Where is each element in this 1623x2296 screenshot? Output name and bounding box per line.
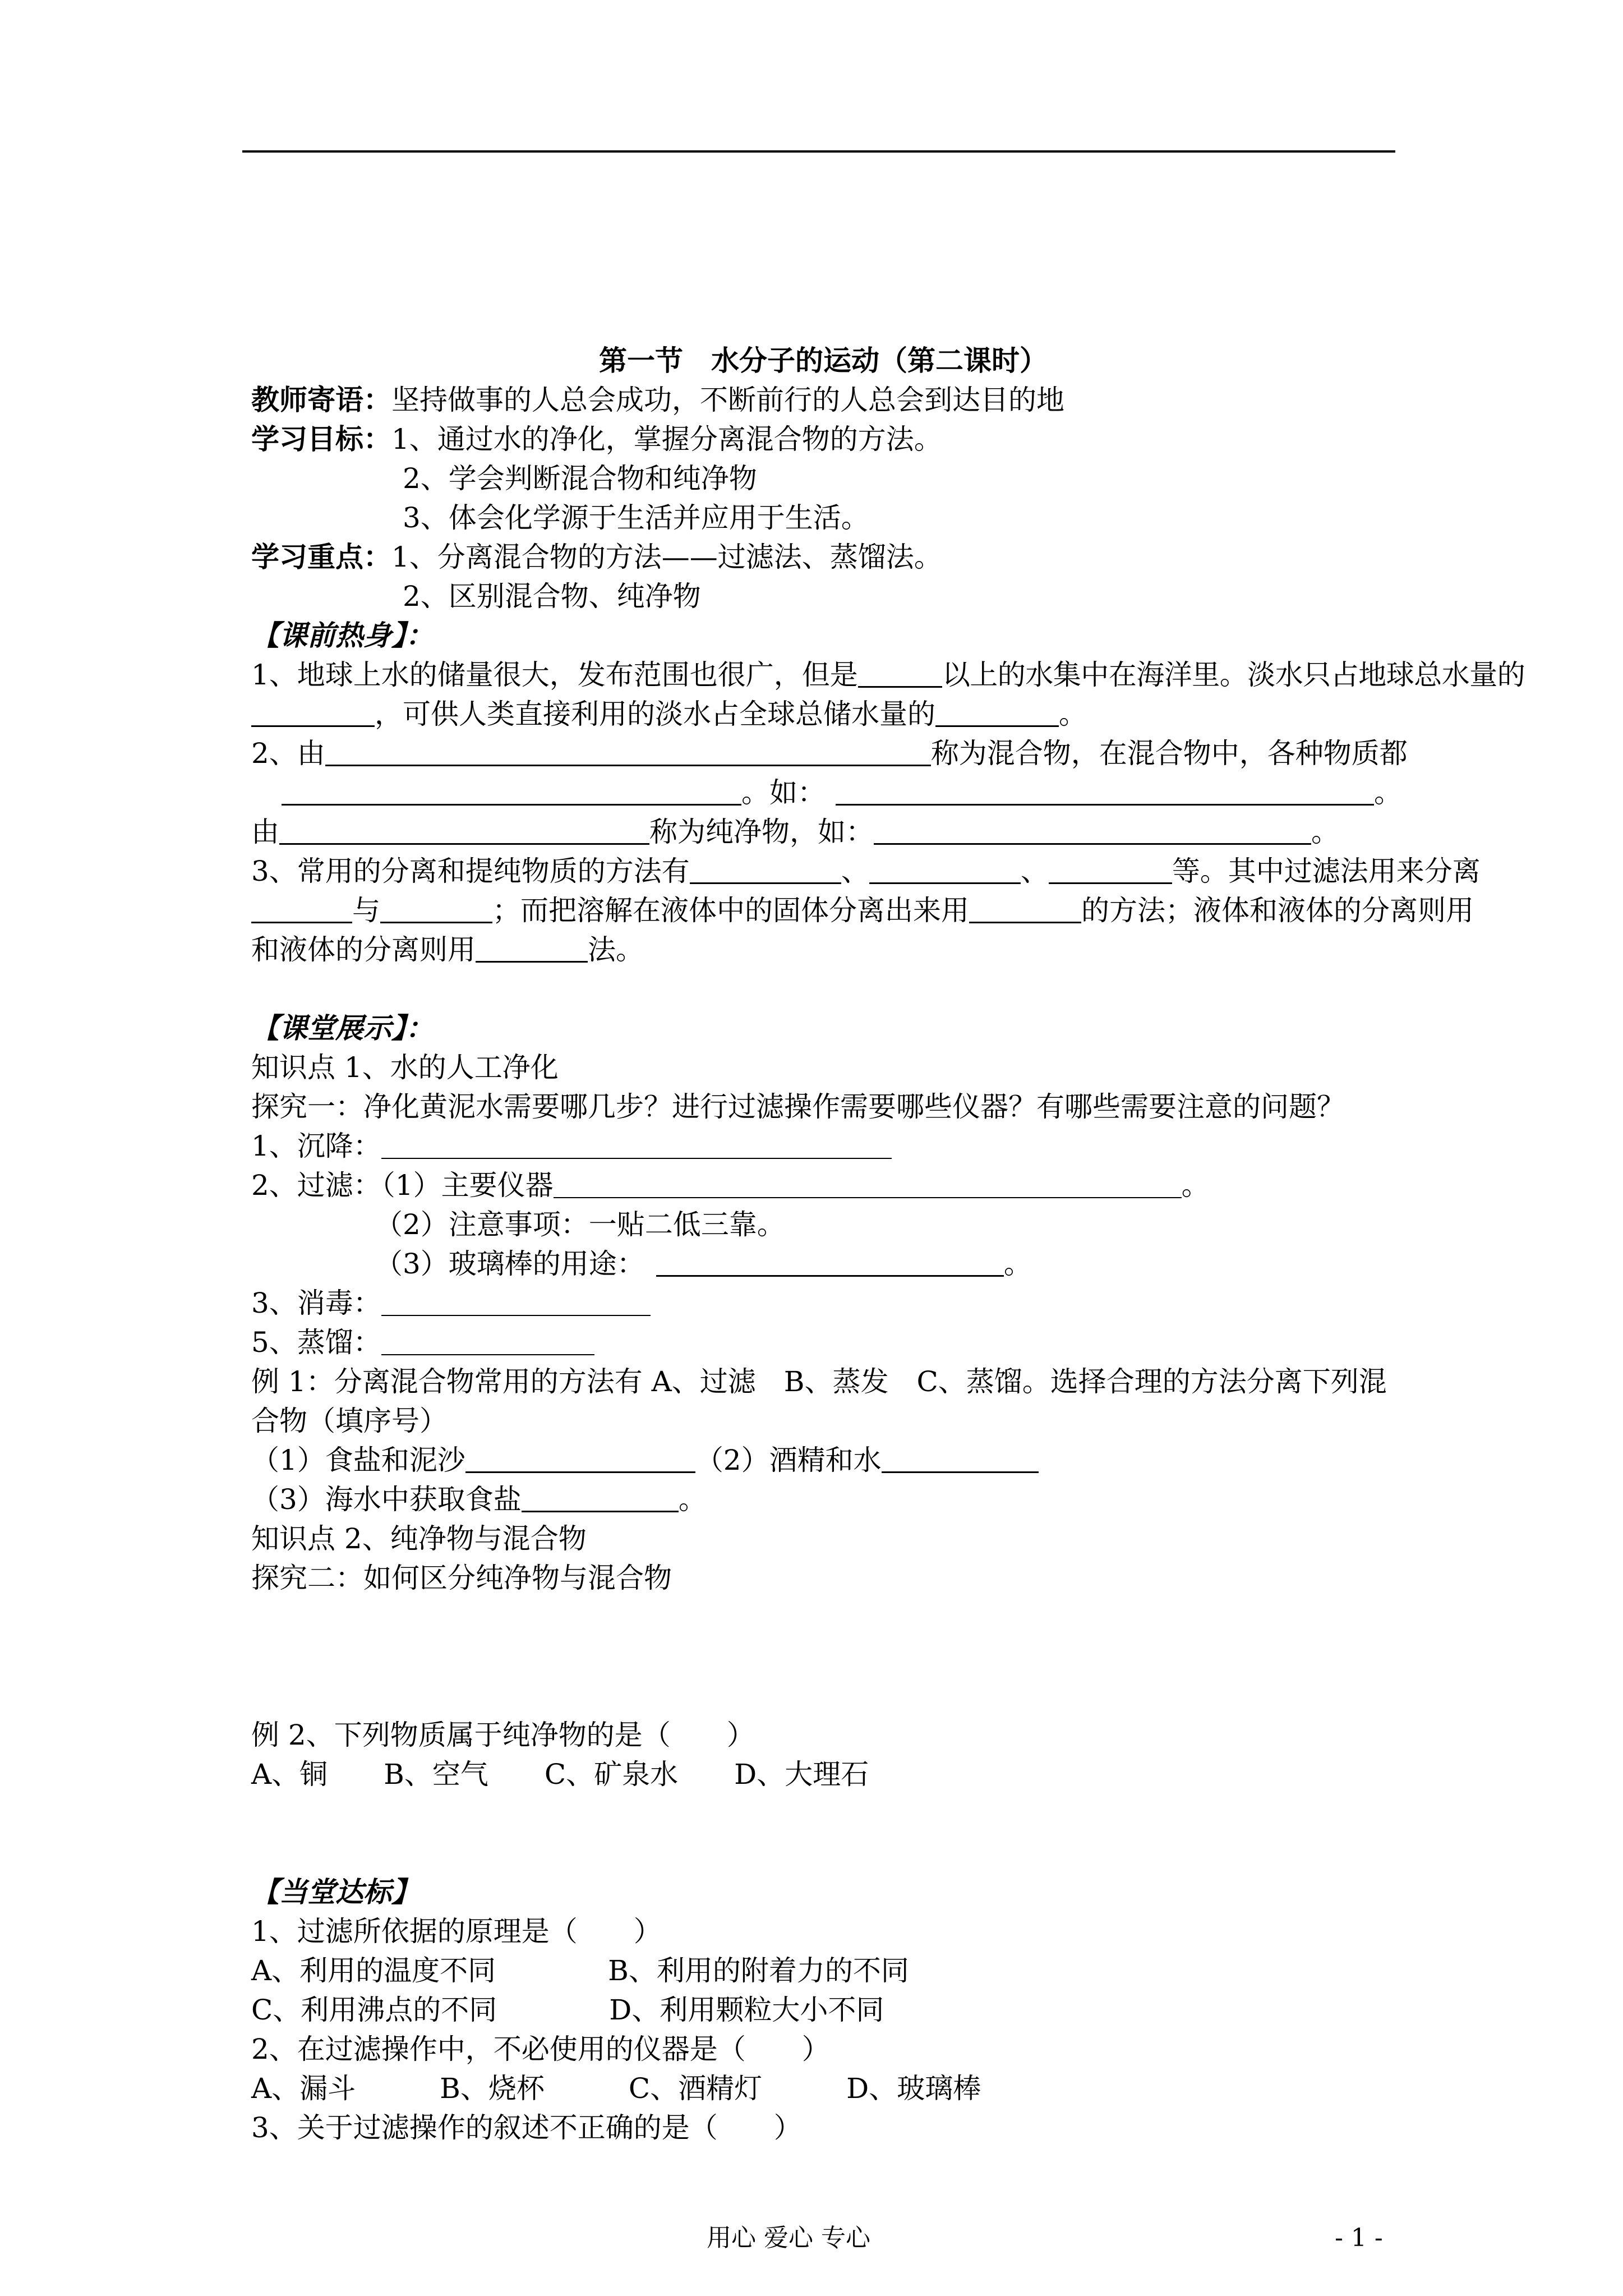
answer-blank[interactable] <box>858 658 942 688</box>
answer-blank[interactable] <box>251 697 375 727</box>
page-title: 第一节 水分子的运动（第二课时） <box>599 344 1048 377</box>
answer-blank[interactable] <box>251 894 352 923</box>
example-2: 例 2、下列物质属于纯净物的是（ ） <box>251 1719 755 1751</box>
answer-blank[interactable] <box>522 1483 679 1512</box>
knowledge-point-1: 知识点 1、水的人工净化 <box>251 1051 559 1084</box>
test-q2-options: A、漏斗 B、烧杯 C、酒精灯 D、玻璃棒 <box>251 2072 981 2105</box>
warmup-q3: 3、常用的分离和提纯物质的方法有 、 、 等。其中过滤法用来分离 <box>251 855 1481 887</box>
learning-focus: 学习重点：1、分离混合物的方法——过滤法、蒸馏法。 <box>251 540 942 573</box>
step-disinfection: 3、消毒： <box>251 1283 1395 1323</box>
learning-focus-item: 2、区别混合物、纯净物 <box>403 580 701 613</box>
answer-blank[interactable] <box>282 776 741 806</box>
glass-rod-use: （3）玻璃棒的用途： 。 <box>375 1248 1032 1280</box>
warmup-q1-cont: ，可供人类直接利用的淡水占全球总储水量的 。 <box>251 694 1395 734</box>
answer-blank[interactable] <box>869 854 1021 884</box>
example-1-parts: （1）食盐和泥沙 （2）酒精和水 <box>251 1441 1395 1480</box>
footer-motto: 用心 爱心 专心 <box>707 2224 870 2252</box>
answer-blank[interactable] <box>325 737 931 766</box>
answer-blank[interactable] <box>381 1130 892 1159</box>
answer-blank[interactable] <box>882 1443 1039 1473</box>
test-q3: 3、关于过滤操作的叙述不正确的是（ ） <box>251 2111 802 2144</box>
answer-blank[interactable] <box>874 815 1311 845</box>
header-rule <box>242 150 1395 153</box>
example-2-options: A、铜 B、空气 C、矿泉水 D、大理石 <box>251 1758 869 1791</box>
answer-blank[interactable] <box>935 697 1059 727</box>
warmup-heading: 【课前热身】： <box>251 619 434 652</box>
answer-blank[interactable] <box>381 1287 651 1316</box>
warmup-q2-pure: 由 称为纯净物，如： 。 <box>251 816 1339 848</box>
warmup-q3-cont: 与 ；而把溶解在液体中的固体分离出来用 的方法；液体和液体的分离则用 <box>251 891 1395 930</box>
warmup-q2: 2、由 称为混合物，在混合物中，各种物质都 <box>251 737 1408 770</box>
test-q1-options-cd: C、利用沸点的不同 D、利用颗粒大小不同 <box>251 1994 884 2026</box>
test-heading: 【当堂达标】 <box>251 1875 419 1908</box>
answer-blank[interactable] <box>380 894 492 923</box>
learning-goals: 学习目标：1、通过水的净化，掌握分离混合物的方法。 <box>251 422 942 455</box>
answer-blank[interactable] <box>476 933 588 963</box>
step-sedimentation: 1、沉降： <box>251 1126 1395 1166</box>
example-1-part3: （3）海水中获取食盐 。 <box>251 1483 707 1516</box>
answer-blank[interactable] <box>836 776 1374 806</box>
class-heading: 【课堂展示】： <box>251 1011 434 1045</box>
explore-2: 探究二：如何区分纯净物与混合物 <box>251 1562 672 1594</box>
test-q1: 1、过滤所依据的原理是（ ） <box>251 1915 662 1948</box>
explore-1: 探究一：净化黄泥水需要哪几步？进行过滤操作需要哪些仪器？有哪些需要注意的问题？ <box>251 1091 1345 1123</box>
knowledge-point-2: 知识点 2、纯净物与混合物 <box>251 1522 587 1555</box>
step-distillation: 5、蒸馏： <box>251 1323 1395 1362</box>
worksheet <box>251 341 1525 2147</box>
answer-blank[interactable] <box>381 1326 594 1355</box>
test-q1-options-ab: A、利用的温度不同 B、利用的附着力的不同 <box>251 1954 909 1987</box>
example-1: 例 1：分离混合物常用的方法有 A、过滤 B、蒸发 C、蒸馏。选择合理的方法分离下列混合物（填序号） <box>251 1365 1387 1437</box>
answer-blank[interactable] <box>690 854 841 884</box>
answer-blank[interactable] <box>554 1169 1182 1198</box>
test-q2: 2、在过滤操作中，不必使用的仪器是（ ） <box>251 2033 830 2065</box>
answer-blank[interactable] <box>279 815 649 845</box>
learning-goal-item: 2、学会判断混合物和纯净物 <box>403 462 757 495</box>
page-number: - 1 - <box>1335 2224 1383 2252</box>
learning-goal-item: 3、体会化学源于生活并应用于生活。 <box>403 501 869 534</box>
answer-blank[interactable] <box>969 894 1081 923</box>
answer-blank[interactable] <box>656 1247 1004 1277</box>
step-filtration: 2、过滤：（1）主要仪器 。 <box>251 1169 1210 1202</box>
teacher-words: 教师寄语：坚持做事的人总会成功，不断前行的人总会到达目的地 <box>251 383 1064 416</box>
answer-blank[interactable] <box>465 1443 695 1473</box>
answer-blank[interactable] <box>1049 854 1172 884</box>
filtration-notes: （2）注意事项：一贴二低三靠。 <box>375 1208 785 1241</box>
warmup-q2-cont: 。如： 。 <box>251 773 1395 812</box>
warmup-q3-end: 和液体的分离则用 法。 <box>251 933 644 966</box>
warmup-q1: 1、地球上水的储量很大，发布范围也很广，但是 以上的水集中在海洋里。淡水只占地球总水量的 <box>251 659 1525 691</box>
